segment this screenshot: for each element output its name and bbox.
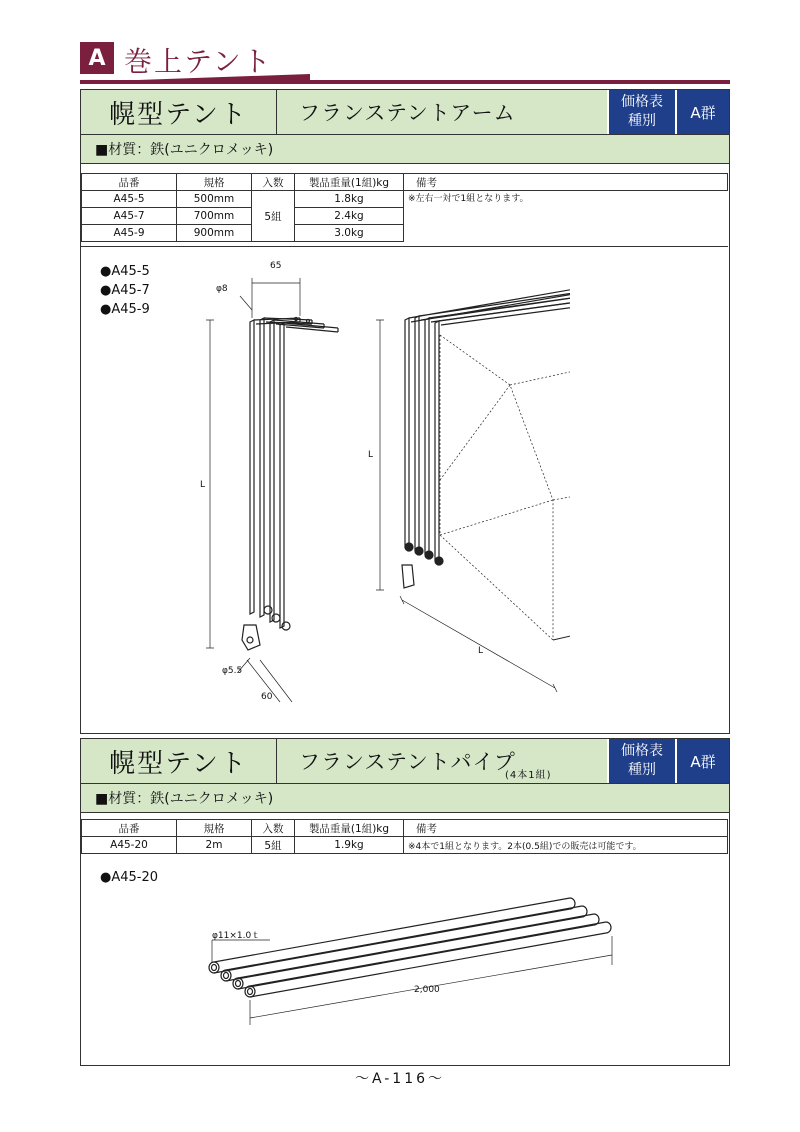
- dim-60: 60: [261, 692, 273, 702]
- dim-L-bottom: L: [478, 646, 484, 656]
- table-header-row: 品番 規格 入数 製品重量(1組)kg 備考: [82, 820, 728, 837]
- dim-phi55: φ5.5: [222, 666, 243, 676]
- table-row: A45-9 900mm 3.0kg: [82, 225, 728, 242]
- arm-drawing: [190, 255, 570, 710]
- table-header-row: 品番 規格 入数 製品重量(1組)kg 備考: [82, 174, 728, 191]
- arm-set-left: [242, 318, 338, 651]
- arm-material: ■材質：鉄(ユニクロメッキ): [81, 135, 729, 164]
- table-row: A45-20 2m 5組 1.9kg ※4本で1組となります。2本(0.5組)での販売は可能です。: [82, 837, 728, 854]
- page-number: ～A-116～: [354, 1071, 446, 1087]
- pipe-spec-table: [81, 819, 728, 854]
- arm-price-group: A群: [675, 90, 729, 134]
- arm-set-right: [402, 280, 570, 589]
- pipe-price-kind: 価格表 種別: [607, 739, 675, 783]
- pipe-titlebar: [81, 739, 729, 784]
- pipe-item: ●A45-20: [100, 870, 159, 885]
- table-row: A45-7 700mm 2.4kg: [82, 208, 728, 225]
- dim-pipe-length: 2,000: [414, 985, 440, 995]
- arm-category-title: 幌型テント: [81, 90, 277, 134]
- table-bottom-rule: [81, 246, 728, 247]
- pipe-product-title: フランステントパイプ (4本1組): [299, 750, 552, 781]
- pipe-category-title: 幌型テント: [81, 739, 277, 783]
- arm-price-kind: 価格表 種別: [607, 90, 675, 134]
- table-row: A45-5 500mm 5組 1.8kg ※左右一対で1組となります。: [82, 191, 728, 208]
- arm-spec-table: [81, 173, 728, 242]
- section-title: 巻上テント: [124, 45, 273, 78]
- dim-phi8: φ8: [216, 284, 228, 294]
- pipe-price-group: A群: [675, 739, 729, 783]
- header-rule: [80, 80, 730, 84]
- section-badge: A: [80, 42, 114, 74]
- dim-pipe-diameter: φ11×1.0ｔ: [212, 931, 261, 941]
- dim-L-mid: L: [368, 450, 374, 460]
- pipe-title-sub: (4本1組): [505, 770, 552, 781]
- arm-titlebar: [81, 90, 729, 135]
- pipe-material: ■材質：鉄(ユニクロメッキ): [81, 784, 729, 813]
- dim-L-left: L: [200, 480, 206, 490]
- pipe-drawing: [200, 890, 630, 1040]
- arm-product-title: フランステントアーム: [299, 101, 516, 125]
- arm-item-list: ●A45-5 ●A45-7 ●A45-9: [100, 264, 150, 317]
- dim-65: 65: [270, 261, 282, 271]
